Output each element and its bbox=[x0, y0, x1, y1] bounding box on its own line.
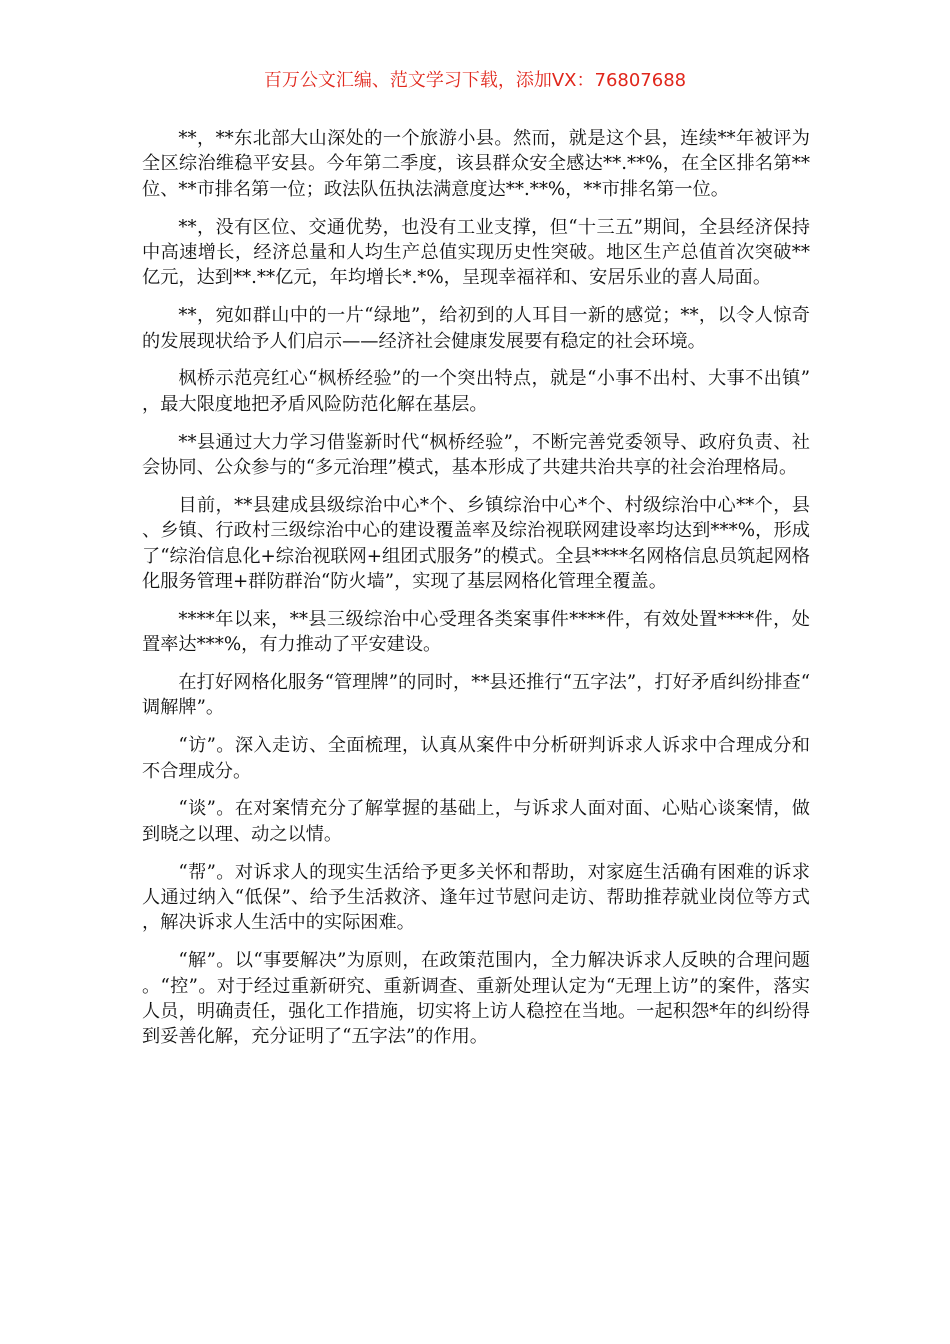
paragraph-11: “帮”。对诉求人的现实生活给予更多关怀和帮助，对家庭生活确有困难的诉求人通过纳入“低保”、给予生活救济、逢年过节慰问走访、帮助推荐就业岗位等方式，解决诉求人生活中的实际困难。 bbox=[142, 861, 810, 934]
paragraph-4: 枫桥示范亮红心“枫桥经验”的一个突出特点，就是“小事不出村、大事不出镇”，最大限度地把矛盾风险防范化解在基层。 bbox=[142, 368, 810, 415]
paragraph-6: 目前，**县建成县级综治中心*个、乡镇综治中心*个、村级综治中心**个，县、乡镇、行政村三级综治中心的建设覆盖率及综治视联网建设率均达到***%，形成了“综治信息化+综治视联网+组团式服务”的模式。全县****名网格信息员筑起网格化服务管理+群防群治“防火墙”，实现了基层网格化管理全覆盖。 bbox=[142, 494, 810, 593]
paragraph-7: ****年以来，**县三级综治中心受理各类案事件****件，有效处置****件，处置率达***%，有力推动了平安建设。 bbox=[142, 608, 810, 656]
paragraph-2: **，没有区位、交通优势，也没有工业支撑，但“十三五”期间，全县经济保持中高速增长，经济总量和人均生产总值实现历史性突破。地区生产总值首次突破**亿元，达到**.**亿元，年均增长*.*%，呈现幸福祥和、安居乐业的喜人局面。 bbox=[142, 216, 810, 289]
paragraph-8: 在打好网格化服务“管理牌”的同时，**县还推行“五字法”，打好矛盾纠纷排查“调解牌”。 bbox=[142, 672, 810, 719]
paragraph-10: “谈”。在对案情充分了解掌握的基础上，与诉求人面对面、心贴心谈案情，做到晓之以理、动之以情。 bbox=[142, 798, 810, 845]
paragraph-9: “访”。深入走访、全面梳理，认真从案件中分析研判诉求人诉求中合理成分和不合理成分。 bbox=[142, 735, 810, 782]
page-header-notice: 百万公文汇编、范文学习下载，添加VX：76807688 bbox=[263, 70, 687, 91]
document-body bbox=[142, 126, 810, 1062]
paragraph-1: **，**东北部大山深处的一个旅游小县。然而，就是这个县，连续**年被评为全区综治维稳平安县。今年第二季度，该县群众安全感达**.**%，在全区排名第**位、**市排名第一位；政法队伍执法满意度达**.**%，**市排名第一位。 bbox=[142, 128, 810, 200]
paragraph-3: **，宛如群山中的一片“绿地”，给初到的人耳目一新的感觉；**，以令人惊奇的发展现状给予人们启示——经济社会健康发展要有稳定的社会环境。 bbox=[142, 305, 810, 352]
paragraph-5: **县通过大力学习借鉴新时代“枫桥经验”，不断完善党委领导、政府负责、社会协同、公众参与的“多元治理”模式，基本形成了共建共治共享的社会治理格局。 bbox=[142, 431, 810, 479]
paragraph-12: “解”。以“事要解决”为原则，在政策范围内，全力解决诉求人反映的合理问题。“控”。对于经过重新研究、重新调查、重新处理认定为“无理上访”的案件，落实人员，明确责任，强化工作措施，切实将上访人稳控在当地。一起积怨*年的纠纷得到妥善化解，充分证明了“五字法”的作用。 bbox=[142, 950, 810, 1048]
